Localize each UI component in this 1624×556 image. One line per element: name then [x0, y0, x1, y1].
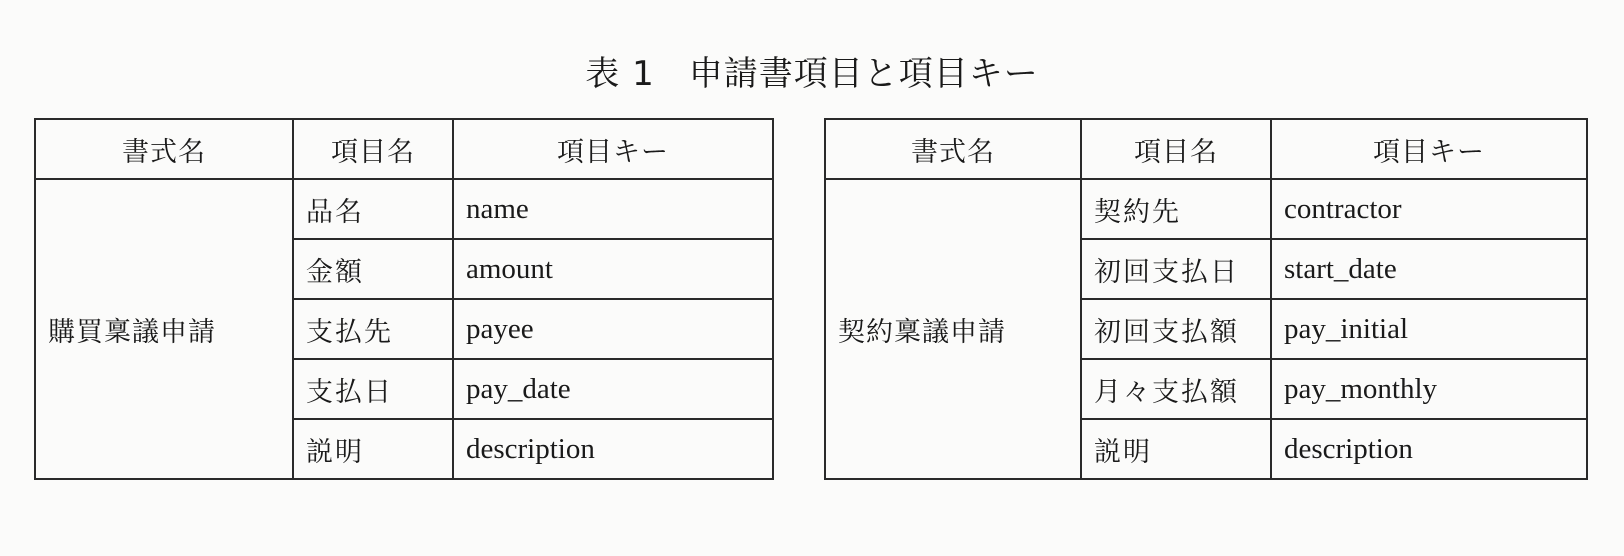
- header-form-name: 書式名: [35, 119, 293, 179]
- item-name-cell: 初回支払額: [1081, 299, 1271, 359]
- item-name-cell: 初回支払日: [1081, 239, 1271, 299]
- header-form-name: 書式名: [825, 119, 1081, 179]
- table-contract: [824, 118, 1588, 480]
- item-key-cell: description: [453, 419, 773, 479]
- item-name-cell: 月々支払額: [1081, 359, 1271, 419]
- item-key-cell: payee: [453, 299, 773, 359]
- item-key-cell: contractor: [1271, 179, 1587, 239]
- item-key-cell: pay_initial: [1271, 299, 1587, 359]
- item-name-cell: 支払先: [293, 299, 453, 359]
- table-purchase: [34, 118, 774, 480]
- header-row: [35, 119, 773, 179]
- header-item-name: 項目名: [293, 119, 453, 179]
- table-caption: [0, 52, 1624, 96]
- item-key-cell: start_date: [1271, 239, 1587, 299]
- item-name-cell: 金額: [293, 239, 453, 299]
- item-key-cell: pay_monthly: [1271, 359, 1587, 419]
- item-name-cell: 説明: [293, 419, 453, 479]
- header-item-key: 項目キー: [453, 119, 773, 179]
- item-key-cell: name: [453, 179, 773, 239]
- caption-title: 申請書項目と項目キー: [688, 54, 1039, 94]
- header-row: [825, 119, 1587, 179]
- header-item-name: 項目名: [1081, 119, 1271, 179]
- item-key-cell: amount: [453, 239, 773, 299]
- table-row: [35, 179, 773, 239]
- item-name-cell: 品名: [293, 179, 453, 239]
- form-name-cell: 契約稟議申請: [825, 179, 1081, 479]
- form-name-cell: 購買稟議申請: [35, 179, 293, 479]
- item-name-cell: 契約先: [1081, 179, 1271, 239]
- table-row: [825, 179, 1587, 239]
- item-name-cell: 説明: [1081, 419, 1271, 479]
- item-name-cell: 支払日: [293, 359, 453, 419]
- caption-number: 表 1: [585, 54, 655, 94]
- header-item-key: 項目キー: [1271, 119, 1587, 179]
- item-key-cell: pay_date: [453, 359, 773, 419]
- item-key-cell: description: [1271, 419, 1587, 479]
